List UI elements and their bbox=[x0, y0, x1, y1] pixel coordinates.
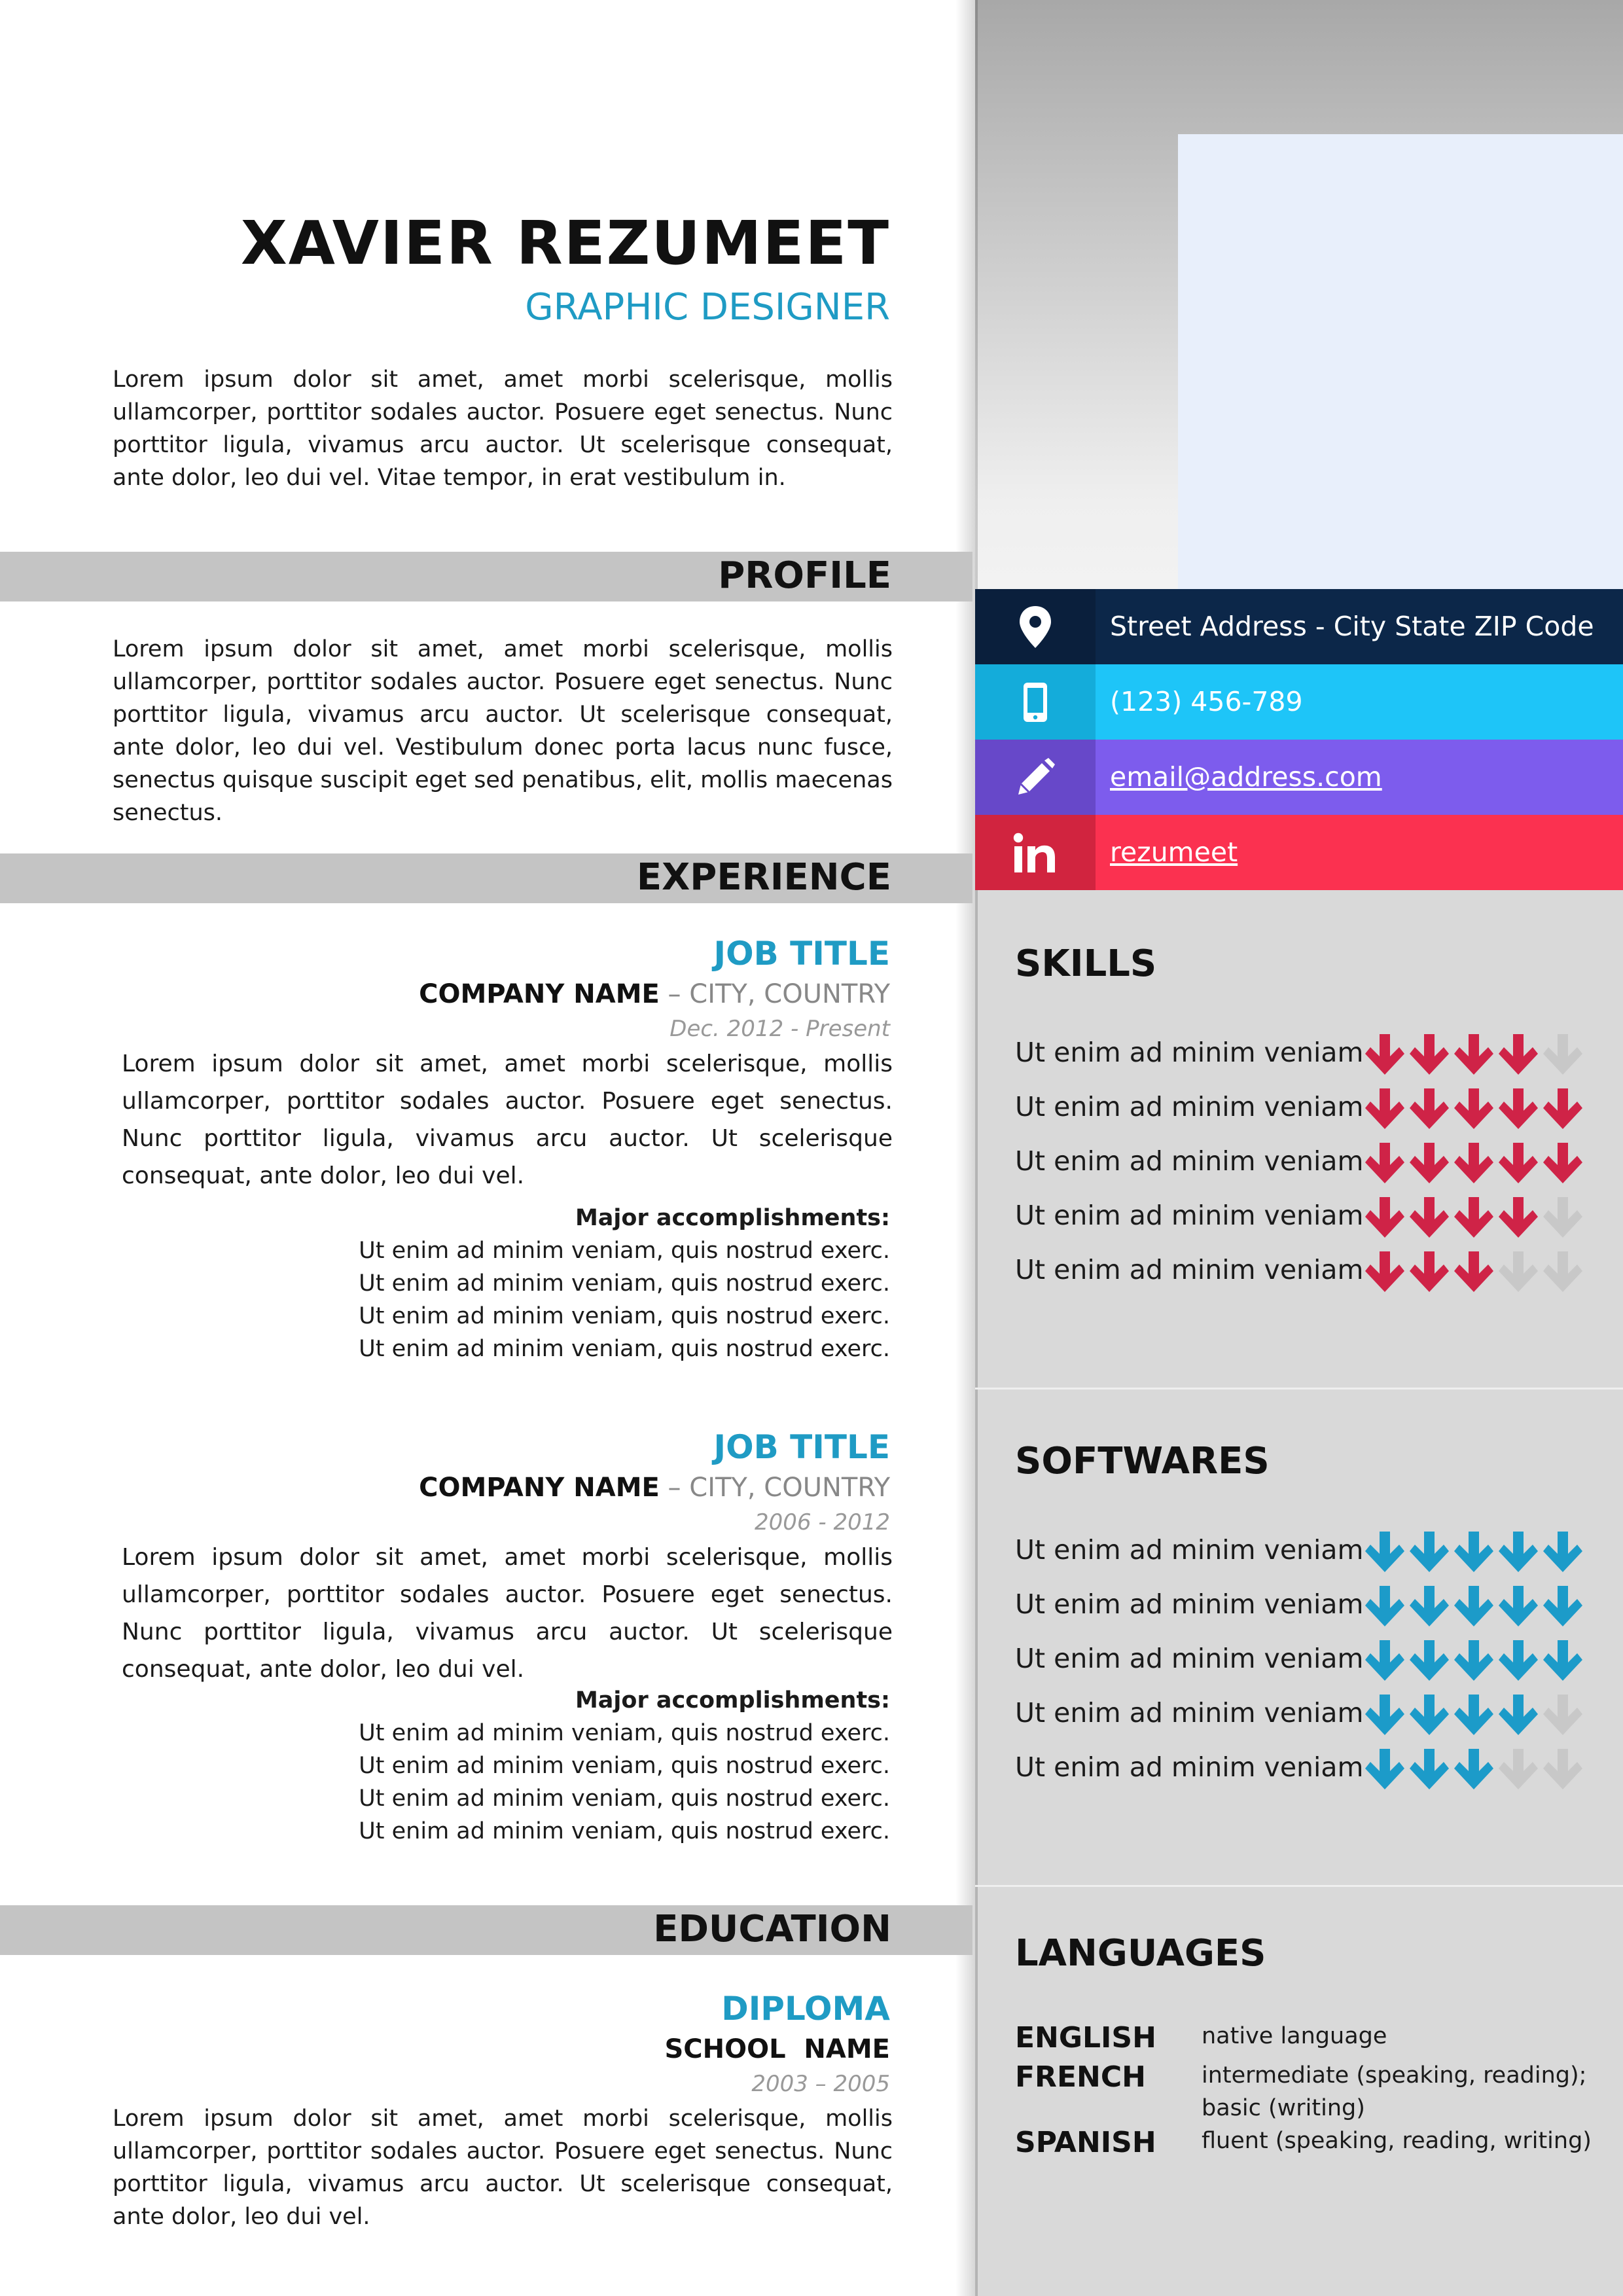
arrow-down-icon bbox=[1454, 1748, 1493, 1796]
skill-rating bbox=[1365, 1250, 1582, 1299]
candidate-role: GRAPHIC DESIGNER bbox=[525, 286, 890, 329]
arrow-down-icon bbox=[1499, 1141, 1538, 1190]
contact-email-row bbox=[975, 740, 1623, 815]
arrow-down-icon bbox=[1543, 1087, 1582, 1136]
arrow-down-icon bbox=[1410, 1748, 1449, 1796]
job-2-acc-item: Ut enim ad minim veniam, quis nostrud exerc. bbox=[359, 1720, 890, 1746]
language-level: native language bbox=[1202, 2023, 1387, 2049]
skill-row bbox=[1015, 1033, 1604, 1079]
skill-row bbox=[1015, 1250, 1604, 1296]
job-1-title: JOB TITLE bbox=[713, 935, 890, 973]
software-row bbox=[1015, 1639, 1604, 1685]
job-2-description: Lorem ipsum dolor sit amet, amet morbi scelerisque, mollis ullamcorper, porttitor sodales auctor. Posuere eget senectus. Nunc porttitor ligula, vivamus arcu auctor. Ut scelerisque consequat, ante dolor, leo dui vel. bbox=[122, 1544, 893, 1683]
profile-text: Lorem ipsum dolor sit amet, amet morbi scelerisque, mollis ullamcorper, porttitor sodales auctor. Posuere eget senectus. Nunc porttitor ligula, vivamus arcu auctor. Ut scelerisque consequat, ante dolor, leo dui vel. Vestibulum donec porta lacus nunc fusce, senectus quisque suscipit eget sed penatibus, elit, mollis maecenas senectus. bbox=[113, 636, 893, 826]
job-2-acc-heading: Major accomplishments: bbox=[575, 1687, 890, 1713]
mobile-phone-icon bbox=[1022, 681, 1048, 723]
arrow-down-icon bbox=[1499, 1530, 1538, 1579]
arrow-down-icon bbox=[1454, 1250, 1493, 1299]
experience-heading-bar bbox=[0, 853, 972, 903]
arrow-down-icon bbox=[1454, 1033, 1493, 1081]
software-row bbox=[1015, 1693, 1604, 1739]
arrow-down-icon bbox=[1543, 1033, 1582, 1081]
profile-heading: PROFILE bbox=[718, 554, 891, 597]
software-row bbox=[1015, 1585, 1604, 1630]
arrow-down-icon bbox=[1499, 1250, 1538, 1299]
job-2-dates: 2006 - 2012 bbox=[755, 1509, 890, 1535]
arrow-down-icon bbox=[1410, 1196, 1449, 1244]
arrow-down-icon bbox=[1454, 1585, 1493, 1633]
language-name: SPANISH bbox=[1015, 2126, 1156, 2159]
arrow-down-icon bbox=[1410, 1693, 1449, 1742]
arrow-down-icon bbox=[1365, 1639, 1404, 1687]
arrow-down-icon bbox=[1499, 1639, 1538, 1687]
section-divider bbox=[975, 1388, 1623, 1390]
arrow-down-icon bbox=[1410, 1250, 1449, 1299]
job-1-acc-item: Ut enim ad minim veniam, quis nostrud exerc. bbox=[359, 1270, 890, 1297]
arrow-down-icon bbox=[1454, 1693, 1493, 1742]
arrow-down-icon bbox=[1499, 1748, 1538, 1796]
skill-row bbox=[1015, 1141, 1604, 1187]
arrow-down-icon bbox=[1365, 1585, 1404, 1633]
linkedin-icon bbox=[1013, 832, 1058, 874]
skill-rating bbox=[1365, 1141, 1582, 1190]
arrow-down-icon bbox=[1543, 1693, 1582, 1742]
skill-row bbox=[1015, 1087, 1604, 1133]
arrow-down-icon bbox=[1499, 1693, 1538, 1742]
job-1-acc-item: Ut enim ad minim veniam, quis nostrud exerc. bbox=[359, 1238, 890, 1264]
arrow-down-icon bbox=[1410, 1141, 1449, 1190]
language-name: FRENCH bbox=[1015, 2060, 1146, 2094]
languages-heading: LANGUAGES bbox=[1015, 1932, 1266, 1975]
job-2-acc-item: Ut enim ad minim veniam, quis nostrud exerc. bbox=[359, 1753, 890, 1779]
pencil-icon bbox=[1014, 757, 1056, 798]
contact-phone: (123) 456-789 bbox=[1110, 686, 1303, 717]
job-1-accomplishments bbox=[359, 1202, 890, 1365]
contact-icon-cell bbox=[975, 589, 1096, 664]
school-name: SCHOOL NAME bbox=[664, 2034, 890, 2064]
skill-label: Ut enim ad minim veniam bbox=[1015, 1091, 1364, 1122]
contact-address: Street Address - City State ZIP Code bbox=[1110, 611, 1594, 642]
language-name: ENGLISH bbox=[1015, 2021, 1156, 2054]
skill-label: Ut enim ad minim veniam bbox=[1015, 1254, 1364, 1285]
contact-linkedin-row bbox=[975, 815, 1623, 890]
software-label: Ut enim ad minim veniam bbox=[1015, 1697, 1364, 1729]
software-label: Ut enim ad minim veniam bbox=[1015, 1643, 1364, 1674]
skill-label: Ut enim ad minim veniam bbox=[1015, 1200, 1364, 1231]
arrow-down-icon bbox=[1543, 1141, 1582, 1190]
job-2-title: JOB TITLE bbox=[713, 1428, 890, 1466]
candidate-name: XAVIER REZUMEET bbox=[240, 208, 890, 278]
arrow-down-icon bbox=[1499, 1196, 1538, 1244]
job-2-company-line bbox=[419, 1473, 890, 1503]
location-pin-icon bbox=[1018, 606, 1052, 648]
job-1-acc-item: Ut enim ad minim veniam, quis nostrud exerc. bbox=[359, 1303, 890, 1329]
job-1-acc-heading: Major accomplishments: bbox=[575, 1205, 890, 1231]
job-1-acc-item: Ut enim ad minim veniam, quis nostrud exerc. bbox=[359, 1336, 890, 1362]
profile-heading-bar bbox=[0, 552, 972, 601]
job-2-acc-item: Ut enim ad minim veniam, quis nostrud exerc. bbox=[359, 1785, 890, 1812]
arrow-down-icon bbox=[1410, 1033, 1449, 1081]
skills-heading: SKILLS bbox=[1015, 942, 1157, 985]
contact-icon-cell bbox=[975, 664, 1096, 740]
arrow-down-icon bbox=[1543, 1585, 1582, 1633]
language-level: intermediate (speaking, reading); basic (writing) bbox=[1202, 2062, 1587, 2121]
software-rating bbox=[1365, 1530, 1582, 1579]
arrow-down-icon bbox=[1365, 1141, 1404, 1190]
job-2-company: COMPANY NAME bbox=[419, 1473, 660, 1503]
arrow-down-icon bbox=[1365, 1250, 1404, 1299]
software-row bbox=[1015, 1530, 1604, 1576]
skill-rating bbox=[1365, 1033, 1582, 1081]
software-rating bbox=[1365, 1585, 1582, 1633]
language-level: fluent (speaking, reading, writing) bbox=[1202, 2128, 1592, 2154]
arrow-down-icon bbox=[1543, 1639, 1582, 1687]
skill-rating bbox=[1365, 1087, 1582, 1136]
arrow-down-icon bbox=[1410, 1530, 1449, 1579]
job-2-acc-item: Ut enim ad minim veniam, quis nostrud exerc. bbox=[359, 1818, 890, 1844]
arrow-down-icon bbox=[1454, 1141, 1493, 1190]
arrow-down-icon bbox=[1365, 1530, 1404, 1579]
arrow-down-icon bbox=[1365, 1196, 1404, 1244]
intro-text: Lorem ipsum dolor sit amet, amet morbi scelerisque, mollis ullamcorper, porttitor sodales auctor. Posuere eget senectus. Nunc porttitor ligula, vivamus arcu auctor. Ut scelerisque consequat, ante dolor, leo dui vel. Vitae tempor, in erat vestibulum in. bbox=[113, 367, 893, 491]
arrow-down-icon bbox=[1410, 1585, 1449, 1633]
arrow-down-icon bbox=[1543, 1530, 1582, 1579]
job-1-location: – CITY, COUNTRY bbox=[659, 979, 890, 1009]
education-text: Lorem ipsum dolor sit amet, amet morbi scelerisque, mollis ullamcorper, porttitor sodales auctor. Posuere eget senectus. Nunc porttitor ligula, vivamus arcu auctor. Ut scelerisque consequat, ante dolor, leo dui vel. bbox=[113, 2106, 893, 2230]
arrow-down-icon bbox=[1454, 1087, 1493, 1136]
contact-address-row bbox=[975, 589, 1623, 664]
arrow-down-icon bbox=[1454, 1530, 1493, 1579]
skill-label: Ut enim ad minim veniam bbox=[1015, 1037, 1364, 1068]
skill-label: Ut enim ad minim veniam bbox=[1015, 1145, 1364, 1177]
software-label: Ut enim ad minim veniam bbox=[1015, 1588, 1364, 1620]
job-2-accomplishments bbox=[359, 1684, 890, 1848]
arrow-down-icon bbox=[1499, 1585, 1538, 1633]
arrow-down-icon bbox=[1543, 1250, 1582, 1299]
contact-icon-cell bbox=[975, 815, 1096, 890]
arrow-down-icon bbox=[1499, 1033, 1538, 1081]
job-2-location: – CITY, COUNTRY bbox=[659, 1473, 890, 1503]
education-dates: 2003 – 2005 bbox=[751, 2071, 890, 2097]
arrow-down-icon bbox=[1365, 1748, 1404, 1796]
arrow-down-icon bbox=[1365, 1693, 1404, 1742]
job-1-company: COMPANY NAME bbox=[419, 979, 660, 1009]
software-row bbox=[1015, 1748, 1604, 1793]
arrow-down-icon bbox=[1543, 1748, 1582, 1796]
arrow-down-icon bbox=[1410, 1639, 1449, 1687]
software-label: Ut enim ad minim veniam bbox=[1015, 1534, 1364, 1566]
arrow-down-icon bbox=[1365, 1087, 1404, 1136]
arrow-down-icon bbox=[1499, 1087, 1538, 1136]
job-1-description: Lorem ipsum dolor sit amet, amet morbi scelerisque, mollis ullamcorper, porttitor sodales auctor. Posuere eget senectus. Nunc porttitor ligula, vivamus arcu auctor. Ut scelerisque consequat, ante dolor, leo dui vel. bbox=[122, 1050, 893, 1189]
software-label: Ut enim ad minim veniam bbox=[1015, 1751, 1364, 1783]
software-rating bbox=[1365, 1639, 1582, 1687]
arrow-down-icon bbox=[1454, 1196, 1493, 1244]
job-1-company-line bbox=[419, 979, 890, 1009]
diploma-title: DIPLOMA bbox=[721, 1990, 890, 2028]
contact-icon-cell bbox=[975, 740, 1096, 815]
section-divider bbox=[975, 1885, 1623, 1887]
experience-heading: EXPERIENCE bbox=[636, 856, 891, 899]
softwares-heading: SOFTWARES bbox=[1015, 1440, 1270, 1482]
education-heading: EDUCATION bbox=[653, 1908, 891, 1950]
education-heading-bar bbox=[0, 1905, 972, 1955]
contact-email-link[interactable]: email@address.com bbox=[1110, 761, 1382, 793]
arrow-down-icon bbox=[1454, 1639, 1493, 1687]
skill-row bbox=[1015, 1196, 1604, 1242]
contact-linkedin-link[interactable]: rezumeet bbox=[1110, 836, 1238, 868]
arrow-down-icon bbox=[1410, 1087, 1449, 1136]
arrow-down-icon bbox=[1543, 1196, 1582, 1244]
software-rating bbox=[1365, 1748, 1582, 1796]
contact-phone-row bbox=[975, 664, 1623, 740]
skill-rating bbox=[1365, 1196, 1582, 1244]
job-1-dates: Dec. 2012 - Present bbox=[669, 1016, 890, 1042]
profile-photo-placeholder bbox=[1178, 134, 1623, 589]
arrow-down-icon bbox=[1365, 1033, 1404, 1081]
software-rating bbox=[1365, 1693, 1582, 1742]
